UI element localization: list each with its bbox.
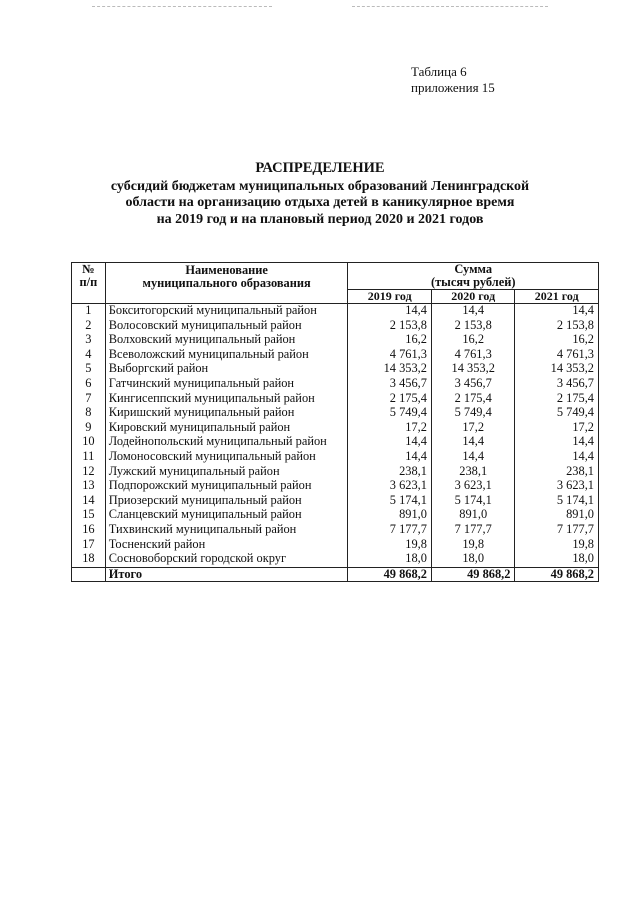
- title-line-3: области на организацию отдыха детей в каникулярное время: [125, 195, 515, 210]
- table-row: [72, 392, 599, 407]
- table-row: [72, 406, 599, 421]
- row-number: 6: [72, 377, 106, 392]
- amount-2020: 16,2: [431, 333, 514, 348]
- table-row: [72, 377, 599, 392]
- row-number: 7: [72, 392, 106, 407]
- row-number: 4: [72, 348, 106, 363]
- subsidy-distribution-table: [71, 262, 599, 582]
- total-row-number: [72, 567, 106, 581]
- table-row: [72, 508, 599, 523]
- amount-2019: 5 174,1: [348, 494, 431, 509]
- amount-2019: 19,8: [348, 538, 431, 553]
- municipality-name: Всеволожский муниципальный район: [105, 348, 348, 363]
- amount-2021: 4 761,3: [515, 348, 599, 363]
- amount-2020: 19,8: [431, 538, 514, 553]
- table-row: [72, 552, 599, 567]
- amount-2019: 238,1: [348, 465, 431, 480]
- amount-2020: 14 353,2: [431, 362, 514, 377]
- total-2019: 49 868,2: [348, 567, 431, 581]
- municipality-name: Приозерский муниципальный район: [105, 494, 348, 509]
- row-number: 14: [72, 494, 106, 509]
- amount-2021: 238,1: [515, 465, 599, 480]
- table-row: [72, 333, 599, 348]
- municipality-name: Волховский муниципальный район: [105, 333, 348, 348]
- annex-table-number: Таблица 6: [411, 64, 467, 79]
- row-number: 18: [72, 552, 106, 567]
- header-sum: Сумма (тысяч рублей): [348, 263, 599, 290]
- amount-2021: 14,4: [515, 435, 599, 450]
- table-row: [72, 523, 599, 538]
- row-number: 9: [72, 421, 106, 436]
- municipality-name: Сосновоборский городской округ: [105, 552, 348, 567]
- header-year-2020: 2020 год: [431, 290, 514, 304]
- amount-2021: 3 456,7: [515, 377, 599, 392]
- amount-2020: 14,4: [431, 304, 514, 319]
- amount-2020: 3 623,1: [431, 479, 514, 494]
- amount-2021: 16,2: [515, 333, 599, 348]
- municipality-name: Кировский муниципальный район: [105, 421, 348, 436]
- amount-2019: 7 177,7: [348, 523, 431, 538]
- annex-appendix-number: приложения 15: [411, 80, 495, 95]
- title-heading: РАСПРЕДЕЛЕНИЕ: [255, 160, 385, 176]
- amount-2019: 3 623,1: [348, 479, 431, 494]
- amount-2021: 5 174,1: [515, 494, 599, 509]
- table-row: [72, 319, 599, 334]
- header-year-2019: 2019 год: [348, 290, 431, 304]
- amount-2020: 14,4: [431, 450, 514, 465]
- municipality-name: Ломоносовский муниципальный район: [105, 450, 348, 465]
- amount-2021: 5 749,4: [515, 406, 599, 421]
- amount-2020: 18,0: [431, 552, 514, 567]
- amount-2021: 14 353,2: [515, 362, 599, 377]
- row-number: 15: [72, 508, 106, 523]
- amount-2021: 19,8: [515, 538, 599, 553]
- amount-2020: 14,4: [431, 435, 514, 450]
- amount-2020: 5 749,4: [431, 406, 514, 421]
- row-number: 12: [72, 465, 106, 480]
- amount-2020: 3 456,7: [431, 377, 514, 392]
- table-row: [72, 450, 599, 465]
- amount-2021: 2 175,4: [515, 392, 599, 407]
- amount-2019: 891,0: [348, 508, 431, 523]
- scan-top-edge-left: [92, 6, 272, 8]
- row-number: 3: [72, 333, 106, 348]
- amount-2019: 14 353,2: [348, 362, 431, 377]
- table-row: [72, 479, 599, 494]
- municipality-name: Лодейнопольский муниципальный район: [105, 435, 348, 450]
- amount-2021: 891,0: [515, 508, 599, 523]
- amount-2020: 2 175,4: [431, 392, 514, 407]
- table-row: [72, 421, 599, 436]
- table-row: [72, 362, 599, 377]
- amount-2021: 17,2: [515, 421, 599, 436]
- amount-2020: 2 153,8: [431, 319, 514, 334]
- amount-2019: 3 456,7: [348, 377, 431, 392]
- document-title: [0, 160, 640, 228]
- row-number: 2: [72, 319, 106, 334]
- amount-2021: 14,4: [515, 304, 599, 319]
- amount-2019: 14,4: [348, 450, 431, 465]
- amount-2019: 17,2: [348, 421, 431, 436]
- amount-2019: 2 153,8: [348, 319, 431, 334]
- municipality-name: Тихвинский муниципальный район: [105, 523, 348, 538]
- scan-top-edge-right: [352, 6, 548, 8]
- table-body: [72, 304, 599, 568]
- municipality-name: Тосненский район: [105, 538, 348, 553]
- total-2021: 49 868,2: [515, 567, 599, 581]
- table-row: [72, 538, 599, 553]
- municipality-name: Гатчинский муниципальный район: [105, 377, 348, 392]
- amount-2020: 4 761,3: [431, 348, 514, 363]
- row-number: 8: [72, 406, 106, 421]
- municipality-name: Сланцевский муниципальный район: [105, 508, 348, 523]
- header-municipality-name: Наименование муниципального образования: [105, 263, 348, 304]
- amount-2019: 14,4: [348, 435, 431, 450]
- amount-2020: 891,0: [431, 508, 514, 523]
- table-row: [72, 435, 599, 450]
- amount-2019: 14,4: [348, 304, 431, 319]
- header-year-2021: 2021 год: [515, 290, 599, 304]
- amount-2021: 2 153,8: [515, 319, 599, 334]
- municipality-name: Подпорожский муниципальный район: [105, 479, 348, 494]
- municipality-name: Волосовский муниципальный район: [105, 319, 348, 334]
- amount-2021: 18,0: [515, 552, 599, 567]
- row-number: 1: [72, 304, 106, 319]
- title-line-2: субсидий бюджетам муниципальных образований Ленинградской: [110, 178, 530, 194]
- amount-2019: 5 749,4: [348, 406, 431, 421]
- title-line-4: на 2019 год и на плановый период 2020 и 2021 годов: [156, 211, 484, 227]
- municipality-name: Киришский муниципальный район: [105, 406, 348, 421]
- row-number: 13: [72, 479, 106, 494]
- amount-2020: 238,1: [431, 465, 514, 480]
- row-number: 17: [72, 538, 106, 553]
- total-label: Итого: [105, 567, 348, 581]
- row-number: 16: [72, 523, 106, 538]
- amount-2020: 5 174,1: [431, 494, 514, 509]
- row-number: 10: [72, 435, 106, 450]
- header-row-number: № п/п: [72, 263, 106, 304]
- row-number: 11: [72, 450, 106, 465]
- table-total-row: [72, 567, 599, 581]
- amount-2020: 7 177,7: [431, 523, 514, 538]
- row-number: 5: [72, 362, 106, 377]
- municipality-name: Бокситогорский муниципальный район: [105, 304, 348, 319]
- municipality-name: Выборгский район: [105, 362, 348, 377]
- amount-2019: 16,2: [348, 333, 431, 348]
- municipality-name: Кингисеппский муниципальный район: [105, 392, 348, 407]
- table-row: [72, 304, 599, 319]
- annex-reference: [411, 64, 495, 96]
- municipality-name: Лужский муниципальный район: [105, 465, 348, 480]
- amount-2021: 7 177,7: [515, 523, 599, 538]
- amount-2019: 2 175,4: [348, 392, 431, 407]
- total-2020: 49 868,2: [431, 567, 514, 581]
- amount-2020: 17,2: [431, 421, 514, 436]
- table-row: [72, 348, 599, 363]
- table-row: [72, 494, 599, 509]
- amount-2019: 4 761,3: [348, 348, 431, 363]
- table-row: [72, 465, 599, 480]
- amount-2021: 14,4: [515, 450, 599, 465]
- amount-2021: 3 623,1: [515, 479, 599, 494]
- amount-2019: 18,0: [348, 552, 431, 567]
